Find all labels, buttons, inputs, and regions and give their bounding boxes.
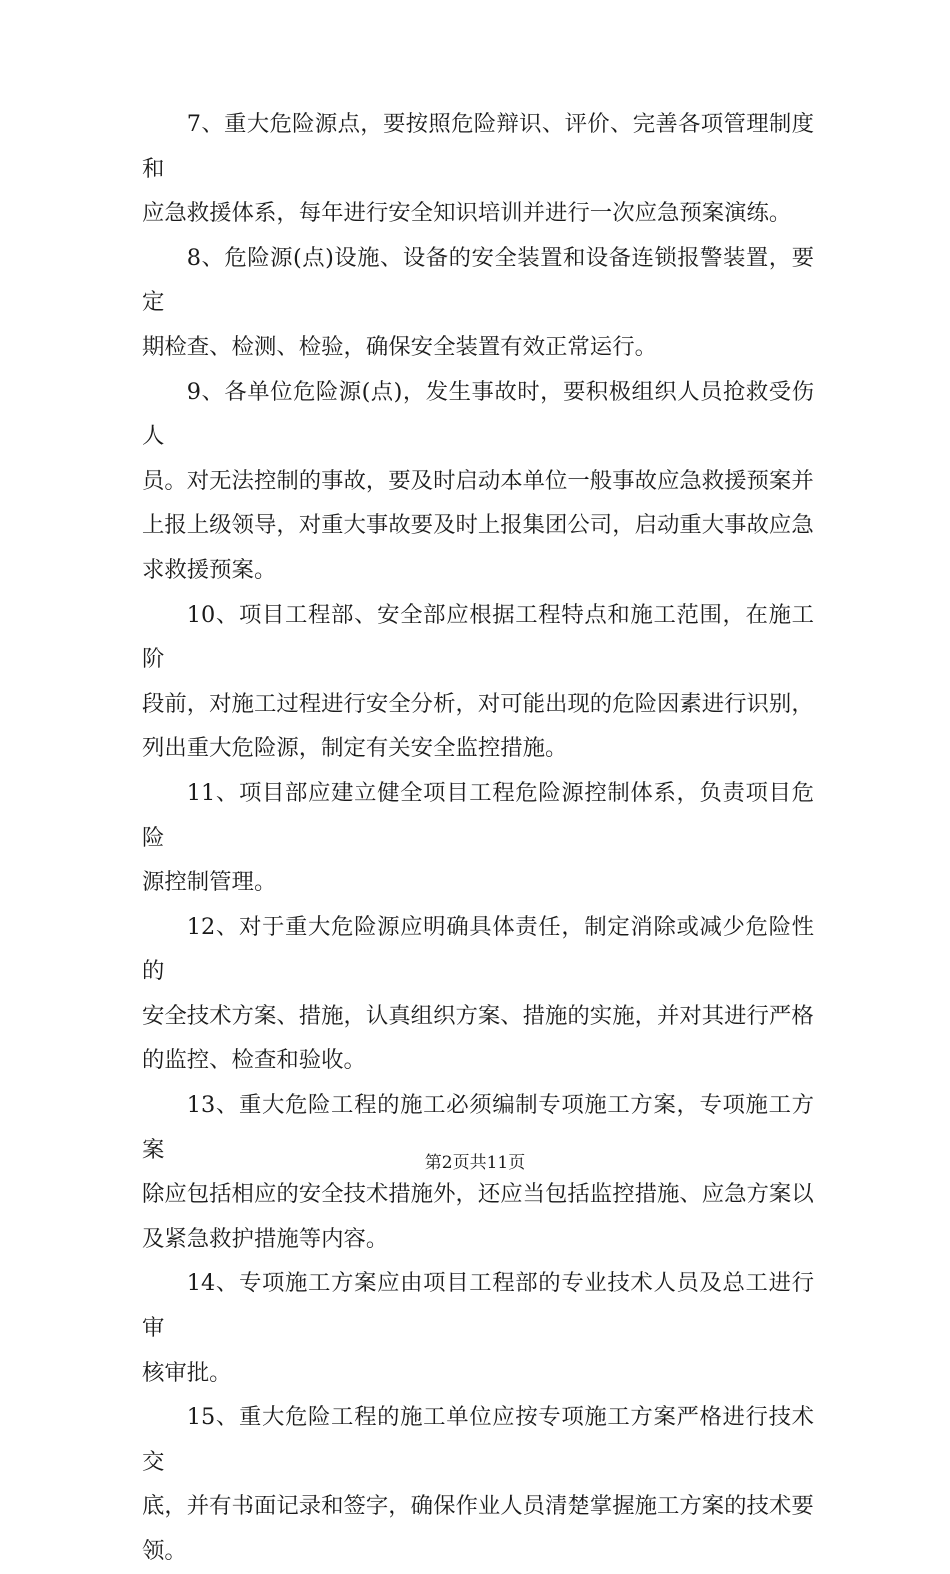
paragraph-12: 12、对于重大危险源应明确具体责任，制定消除或减少危险性的 安全技术方案、措施，认真组织方案、措施的实施，并对其进行严格 的监控、检查和验收。 <box>142 913 814 1074</box>
paragraph-11: 11、项目部应建立健全项目工程危险源控制体系，负责项目危险 源控制管理。 <box>142 779 814 896</box>
paragraph-13: 13、重大危险工程的施工必须编制专项施工方案，专项施工方案 除应包括相应的安全技术措施外，还应当包括监控措施、应急方案以 及紧急救护措施等内容。 <box>142 1092 814 1252</box>
paragraph-10: 10、项目工程部、安全部应根据工程特点和施工范围，在施工阶 段前，对施工过程进行安全分析，对可能出现的危险因素进行识别， 列出重大危险源，制定有关安全监控措施。 <box>142 601 814 762</box>
page-number-footer: 第2页共11页 <box>424 1153 526 1173</box>
paragraph-9: 9、各单位危险源(点)，发生事故时，要积极组织人员抢救受伤人 员。对无法控制的事故，要及时启动本单位一般事故应急救援预案并 上报上级领导，对重大事故要及时上报集团公司，启动重大事故应急 求救援预案。 <box>142 378 814 583</box>
paragraph-7: 7、重大危险源点，要按照危险辩识、评价、完善各项管理制度和 应急救援体系，每年进行安全知识培训并进行一次应急预案演练。 <box>142 111 814 227</box>
paragraph-15: 15、重大危险工程的施工单位应按专项施工方案严格进行技术交 底，并有书面记录和签字，确保作业人员清楚掌握施工方案的技术要 领。 <box>142 1404 814 1564</box>
document-body <box>142 102 814 1574</box>
paragraph-8: 8、危险源(点)设施、设备的安全装置和设备连锁报警装置，要定 期检查、检测、检验，确保安全装置有效正常运行。 <box>142 244 814 360</box>
paragraph-14: 14、专项施工方案应由项目工程部的专业技术人员及总工进行审 核审批。 <box>142 1270 814 1386</box>
